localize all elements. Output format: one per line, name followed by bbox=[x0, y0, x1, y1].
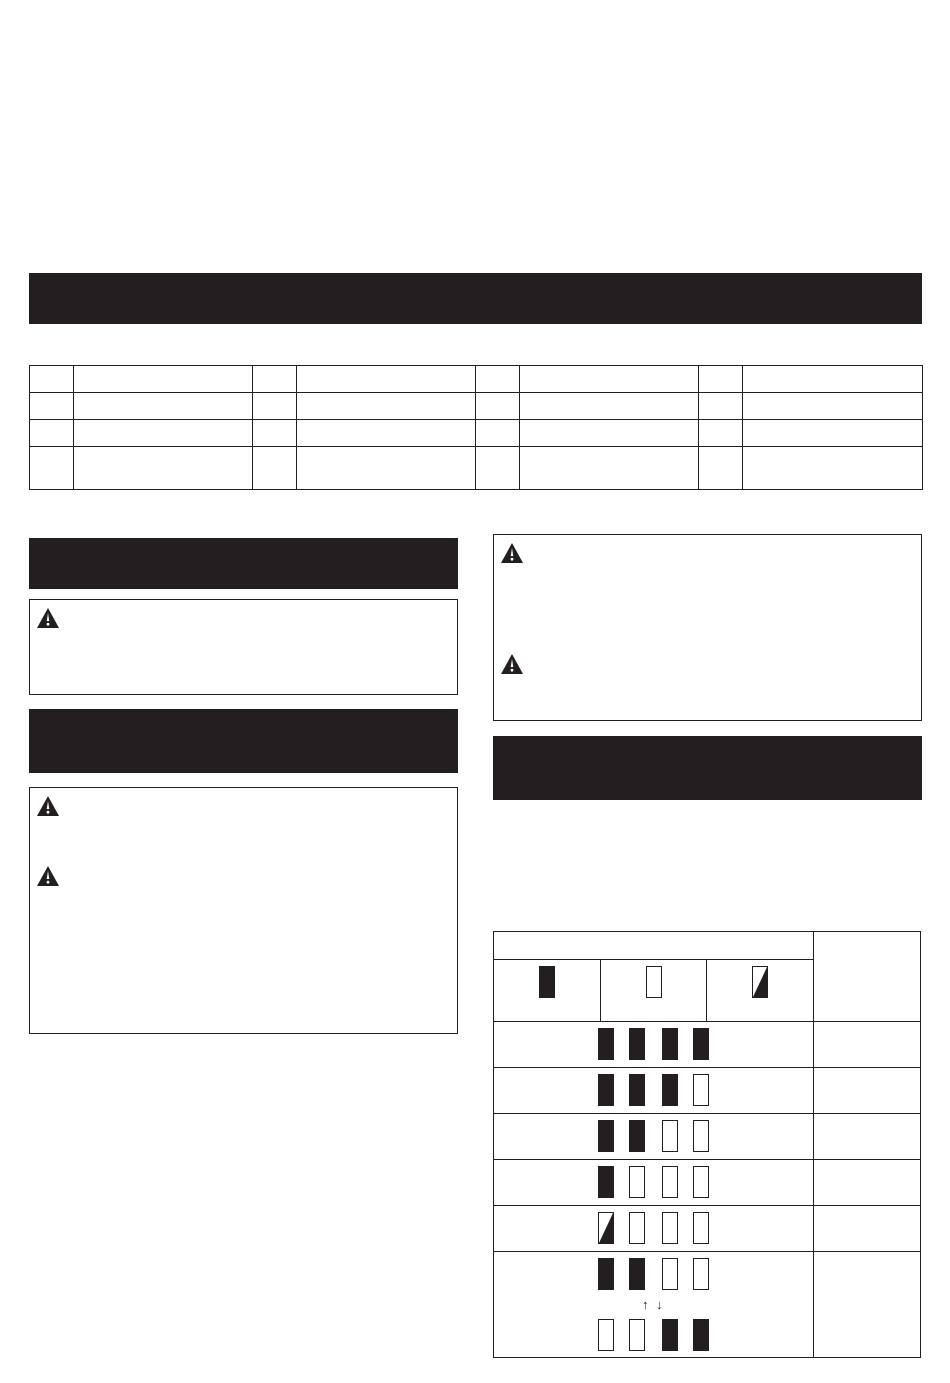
table-row bbox=[30, 393, 923, 420]
warning-triangle-icon bbox=[500, 653, 524, 675]
table-divider bbox=[494, 1205, 920, 1206]
table-cell bbox=[743, 420, 923, 447]
section-heading-bar bbox=[29, 273, 922, 324]
table-cell bbox=[74, 393, 253, 420]
left-heading-bar-1 bbox=[29, 538, 458, 589]
warning-triangle-icon bbox=[36, 795, 60, 817]
warning-triangle-icon bbox=[36, 607, 60, 629]
table-cell bbox=[253, 420, 297, 447]
warning-triangle-icon bbox=[36, 865, 60, 887]
warning-triangle-icon bbox=[500, 542, 524, 564]
table-cell bbox=[743, 366, 923, 393]
indicator-lamp-on-icon bbox=[662, 1028, 678, 1060]
table-divider bbox=[494, 959, 813, 960]
table-cell bbox=[74, 420, 253, 447]
indicator-lamp-off-icon bbox=[662, 1120, 678, 1152]
indicator-lamp-off-icon bbox=[693, 1074, 709, 1106]
table-cell bbox=[253, 447, 297, 490]
table-cell bbox=[30, 447, 74, 490]
table-divider bbox=[706, 959, 707, 1021]
table-cell bbox=[74, 447, 253, 490]
table-cell bbox=[297, 420, 476, 447]
indicator-lamp-on-icon bbox=[629, 1120, 645, 1152]
parts-table bbox=[29, 365, 923, 490]
table-divider bbox=[494, 1021, 920, 1022]
indicator-lamp-on-icon bbox=[598, 1074, 614, 1106]
table-divider bbox=[494, 1113, 920, 1114]
indicator-lamp-on-icon bbox=[539, 966, 555, 998]
table-row bbox=[30, 420, 923, 447]
indicator-lamp-blinking-icon bbox=[598, 1212, 614, 1244]
table-cell bbox=[743, 393, 923, 420]
table-divider bbox=[600, 959, 601, 1021]
table-cell bbox=[297, 447, 476, 490]
table-cell bbox=[253, 393, 297, 420]
table-divider bbox=[494, 1159, 920, 1160]
table-cell bbox=[30, 420, 74, 447]
indicator-lamp-on-icon bbox=[629, 1258, 645, 1290]
table-cell bbox=[699, 447, 743, 490]
table-cell bbox=[297, 393, 476, 420]
indicator-lamp-table bbox=[493, 931, 921, 1358]
indicator-lamp-off-icon bbox=[693, 1212, 709, 1244]
table-cell bbox=[699, 366, 743, 393]
table-cell bbox=[743, 447, 923, 490]
indicator-lamp-off-icon bbox=[662, 1212, 678, 1244]
table-cell bbox=[699, 393, 743, 420]
table-cell bbox=[30, 366, 74, 393]
indicator-lamp-on-icon bbox=[598, 1120, 614, 1152]
indicator-lamp-on-icon bbox=[598, 1028, 614, 1060]
table-cell bbox=[699, 420, 743, 447]
warning-box-3 bbox=[493, 534, 922, 721]
table-divider bbox=[494, 1067, 920, 1068]
indicator-lamp-on-icon bbox=[662, 1319, 678, 1351]
indicator-lamp-off-icon bbox=[693, 1258, 709, 1290]
indicator-lamp-on-icon bbox=[662, 1074, 678, 1106]
table-cell bbox=[476, 393, 520, 420]
indicator-lamp-off-icon bbox=[662, 1166, 678, 1198]
table-cell bbox=[297, 366, 476, 393]
table-cell bbox=[476, 366, 520, 393]
arrow-up-icon: ↑ bbox=[642, 1297, 649, 1312]
warning-box-1 bbox=[29, 599, 458, 695]
indicator-lamp-off-icon bbox=[693, 1166, 709, 1198]
table-cell bbox=[520, 447, 699, 490]
table-row bbox=[30, 366, 923, 393]
table-cell bbox=[476, 447, 520, 490]
indicator-lamp-off-icon bbox=[629, 1319, 645, 1351]
table-cell bbox=[30, 393, 74, 420]
left-heading-bar-2 bbox=[29, 709, 458, 773]
indicator-lamp-on-icon bbox=[629, 1074, 645, 1106]
table-row bbox=[30, 447, 923, 490]
table-cell bbox=[520, 393, 699, 420]
table-cell bbox=[520, 420, 699, 447]
indicator-lamp-on-icon bbox=[598, 1258, 614, 1290]
table-cell bbox=[74, 366, 253, 393]
indicator-lamp-on-icon bbox=[693, 1028, 709, 1060]
indicator-lamp-off-icon bbox=[646, 966, 662, 998]
indicator-lamp-off-icon bbox=[629, 1166, 645, 1198]
indicator-lamp-on-icon bbox=[693, 1319, 709, 1351]
table-cell bbox=[253, 366, 297, 393]
right-heading-bar bbox=[493, 736, 922, 800]
indicator-lamp-blinking-icon bbox=[752, 966, 768, 998]
table-divider bbox=[494, 1251, 920, 1252]
indicator-lamp-on-icon bbox=[629, 1028, 645, 1060]
indicator-lamp-off-icon bbox=[693, 1120, 709, 1152]
indicator-lamp-off-icon bbox=[662, 1258, 678, 1290]
warning-box-2 bbox=[29, 787, 458, 1034]
indicator-lamp-on-icon bbox=[598, 1166, 614, 1198]
table-cell bbox=[476, 420, 520, 447]
arrow-down-icon: ↓ bbox=[656, 1297, 663, 1312]
table-divider bbox=[813, 932, 814, 1357]
indicator-lamp-off-icon bbox=[598, 1319, 614, 1351]
indicator-lamp-off-icon bbox=[629, 1212, 645, 1244]
table-cell bbox=[520, 366, 699, 393]
